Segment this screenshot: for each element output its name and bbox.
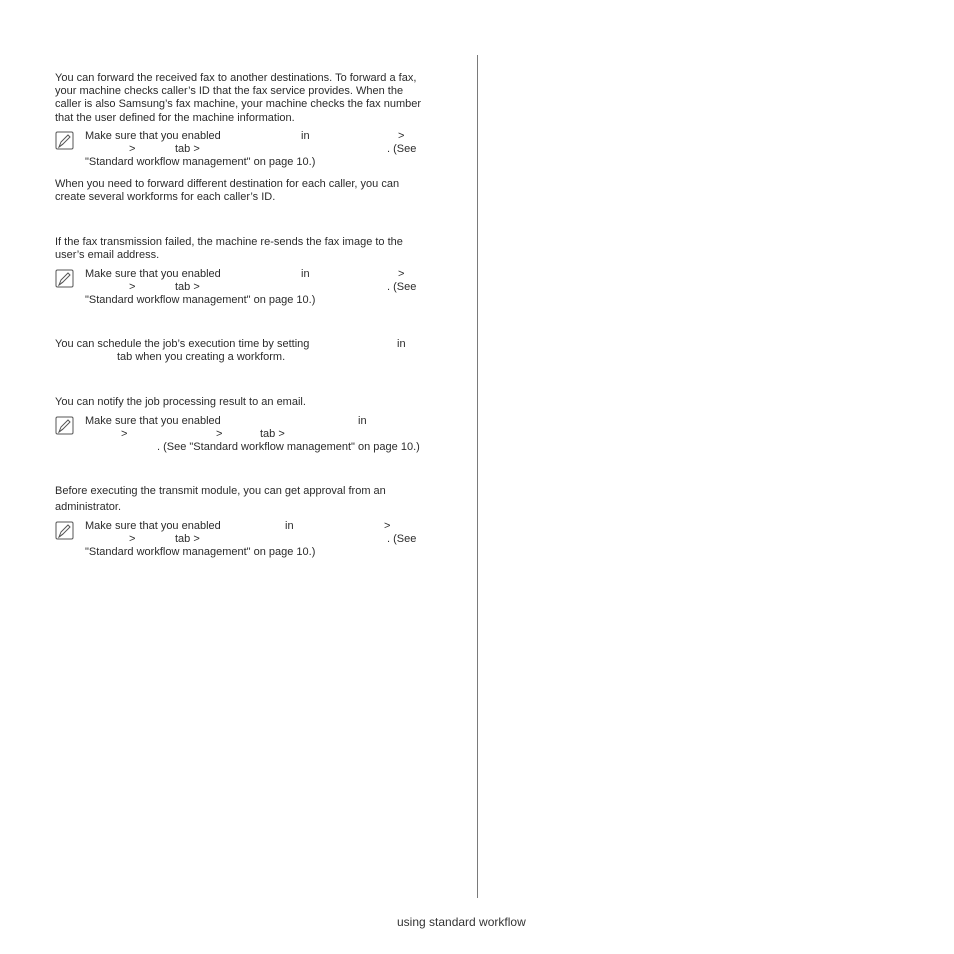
- note-text: tab >: [175, 533, 200, 545]
- note-text: . (See: [387, 143, 417, 155]
- note-text: tab >: [260, 428, 285, 440]
- column-divider: [477, 55, 478, 898]
- forward-paragraph: [55, 72, 421, 125]
- approval-text: administrator.: [55, 501, 122, 513]
- page-footer: using standard workflow: [397, 915, 526, 929]
- note-text: tab >: [175, 143, 200, 155]
- note-pencil-icon: [55, 269, 75, 289]
- note-text: in: [301, 130, 310, 142]
- text-line: your machine checks caller’s ID that the fax service provides. When the: [55, 85, 404, 98]
- note-text: in: [285, 520, 294, 532]
- note-text: Make sure that you enabled: [85, 268, 221, 280]
- text-line: When you need to forward different destination for each caller, you can: [55, 178, 400, 190]
- forward-paragraph-2: [55, 178, 399, 204]
- note-text: >: [129, 281, 136, 293]
- note-text: >: [216, 428, 223, 440]
- text-line: create several workforms for each caller’s ID.: [55, 191, 276, 204]
- note-reference: . (See "Standard workflow management" on page 10.): [157, 441, 420, 453]
- note-text: >: [121, 428, 128, 440]
- approval-text: Before executing the transmit module, you can get approval from an: [55, 485, 386, 497]
- text-line: user’s email address.: [55, 249, 160, 262]
- schedule-text: in: [397, 338, 406, 350]
- schedule-text: You can schedule the job’s execution time by setting: [55, 338, 310, 350]
- note-text: >: [129, 533, 136, 545]
- text-line: that the user defined for the machine information.: [55, 111, 295, 124]
- note-text: >: [384, 520, 391, 532]
- note-text: Make sure that you enabled: [85, 130, 221, 142]
- note-text: >: [398, 130, 405, 142]
- text-line: You can forward the received fax to another destinations. To forward a fax,: [55, 72, 417, 84]
- text-line: caller is also Samsung’s fax machine, your machine checks the fax number: [55, 98, 422, 111]
- note-text: in: [358, 415, 367, 427]
- note-reference: "Standard workflow management" on page 10.): [85, 294, 316, 306]
- note-text: >: [398, 268, 405, 280]
- note-pencil-icon: [55, 521, 75, 541]
- note-text: in: [301, 268, 310, 280]
- note-reference: "Standard workflow management" on page 10.): [85, 546, 316, 558]
- note-text: Make sure that you enabled: [85, 520, 221, 532]
- schedule-text: tab when you creating a workform.: [117, 351, 286, 363]
- resend-paragraph: [55, 236, 403, 262]
- note-text: Make sure that you enabled: [85, 415, 221, 427]
- note-text: . (See: [387, 281, 417, 293]
- note-reference: "Standard workflow management" on page 10.): [85, 156, 316, 168]
- note-text: >: [129, 143, 136, 155]
- note-pencil-icon: [55, 416, 75, 436]
- note-text: tab >: [175, 281, 200, 293]
- note-text: . (See: [387, 533, 417, 545]
- notify-text: You can notify the job processing result to an email.: [55, 396, 306, 408]
- text-line: If the fax transmission failed, the machine re-sends the fax image to the: [55, 236, 403, 248]
- note-pencil-icon: [55, 131, 75, 151]
